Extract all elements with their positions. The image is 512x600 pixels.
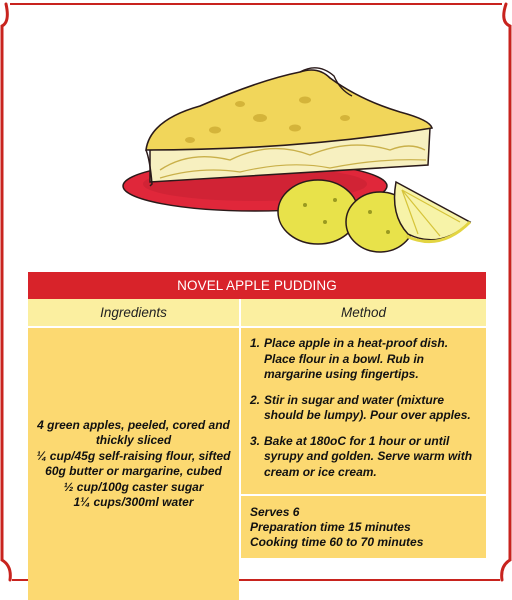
apple-pie-illustration: [0, 0, 512, 270]
step-number: 2.: [250, 392, 261, 407]
method-steps: [241, 328, 486, 494]
step-text: Stir in sugar and water (mixture should be lumpy). Pour over apples.: [264, 392, 471, 422]
pie-slice: [146, 68, 432, 186]
prep-time-text: Preparation time 15 minutes: [250, 520, 411, 534]
recipe-title: NOVEL APPLE PUDDING: [28, 272, 486, 299]
recipe-columns: [28, 299, 486, 600]
method-column: [241, 299, 486, 600]
ingredient-item: 4 green apples, peeled, cored and thickly sliced: [37, 417, 230, 447]
step-number: 1.: [250, 336, 261, 350]
ingredients-header: Ingredients: [28, 299, 239, 326]
ingredients-column: [28, 299, 239, 600]
method-step: [250, 336, 480, 383]
step-text: Place apple in a heat-proof dish. Place flour in a bowl. Rub in margarine using fingertips.: [264, 336, 449, 381]
method-step: [250, 434, 480, 481]
ingredient-item: ¼ cup/45g self-raising flour, sifted: [36, 448, 231, 463]
ingredients-list: [28, 328, 239, 600]
method-step: [250, 393, 480, 424]
method-header: Method: [241, 299, 486, 326]
ingredient-item: ½ cup/100g caster sugar: [63, 479, 204, 494]
cook-time-text: Cooking time 60 to 70 minutes: [250, 535, 424, 549]
step-number: 3.: [250, 433, 261, 448]
ingredient-item: 1¼ cups/300ml water: [73, 495, 194, 509]
recipe-card: [28, 272, 486, 600]
recipe-meta: [241, 496, 486, 558]
step-text: Bake at 180oC for 1 hour or until syrupy and golden. Serve warm with cream or ice cream.: [264, 433, 473, 479]
ingredient-item: 60g butter or margarine, cubed: [45, 464, 222, 478]
serves-text: Serves 6: [250, 505, 300, 519]
